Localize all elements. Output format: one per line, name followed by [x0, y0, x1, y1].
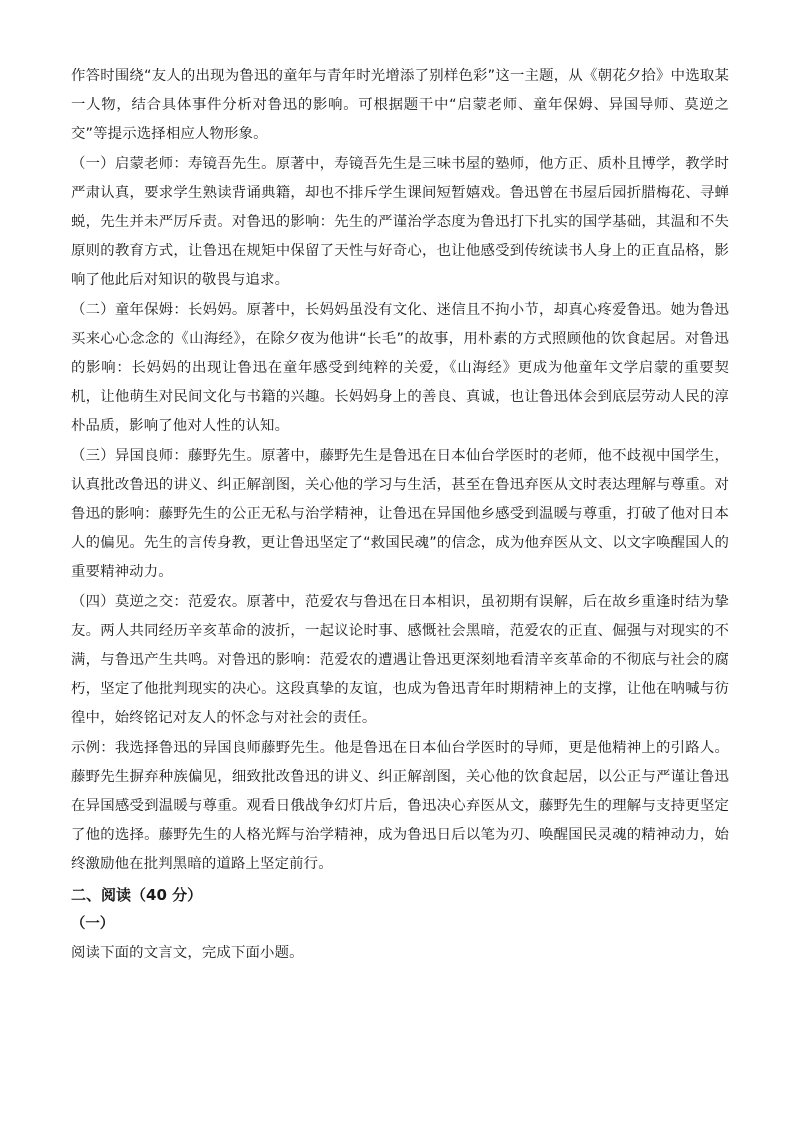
section-subheading: （一）	[71, 915, 115, 932]
section-heading: 二、阅读（40 分）	[71, 885, 203, 904]
answer-example-paragraph: 示例：我选择鲁迅的异国良师藤野先生。他是鲁迅在日本仙台学医时的导师，更是他精神上的引路人。藤野先生摒弃种族偏见，细致批改鲁迅的讲义、纠正解剖图，关心他的饮食起居，以公正与严谨让鲁迅在异国感受到温暖与尊重。观看日俄战争幻灯片后，鲁迅决心弃医从文，藤野先生的理解与支持更坚定了他的选择。藤野先生的人格光辉与治学精神，成为鲁迅日后以笔为刃、唤醒国民灵魂的精神动力，始终激励他在批判黑暗的道路上坚定前行。	[71, 739, 729, 873]
document-page	[71, 62, 729, 968]
answer-item-3-paragraph: （三）异国良师：藤野先生。原著中，藤野先生是鲁迅在日本仙台学医时的老师，他不歧视中国学生，认真批改鲁迅的讲义、纠正解剖图，关心他的学习与生活，甚至在鲁迅弃医从文时表达理解与尊重。对鲁迅的影响：藤野先生的公正无私与治学精神，让鲁迅在异国他乡感受到温暖与尊重，打破了他对日本人的偏见。先生的言传身教，更让鲁迅坚定了“救国民魂”的信念，成为他弃医从文、以文字唤醒国人的重要精神动力。	[71, 447, 729, 581]
answer-item-1-paragraph: （一）启蒙老师：寿镜吾先生。原著中，寿镜吾先生是三味书屋的塾师，他方正、质朴且博学，教学时严肃认真，要求学生熟读背诵典籍，却也不排斥学生课间短暂嬉戏。鲁迅曾在书屋后园折腊梅花、寻蝉蜕，先生并未严厉斥责。对鲁迅的影响：先生的严谨治学态度为鲁迅打下扎实的国学基础，其温和不失原则的教育方式，让鲁迅在规矩中保留了天性与好奇心，也让他感受到传统读书人身上的正直品格，影响了他此后对知识的敬畏与追求。	[71, 155, 729, 289]
section-instruction: 阅读下面的文言文，完成下面小题。	[71, 944, 304, 961]
answer-item-4-paragraph: （四）莫逆之交：范爱农。原著中，范爱农与鲁迅在日本相识，虽初期有误解，后在故乡重逢时结为挚友。两人共同经历辛亥革命的波折，一起议论时事、感慨社会黑暗，范爱农的正直、倔强与对现实的不满，与鲁迅产生共鸣。对鲁迅的影响：范爱农的遭遇让鲁迅更深刻地看清辛亥革命的不彻底与社会的腐朽，坚定了他批判现实的决心。这段真挚的友谊，也成为鲁迅青年时期精神上的支撑，让他在呐喊与彷徨中，始终铭记对友人的怀念与对社会的责任。	[71, 593, 729, 727]
answer-intro-paragraph: 作答时围绕“友人的出现为鲁迅的童年与青年时光增添了别样色彩”这一主题，从《朝花夕拾》中选取某一人物，结合具体事件分析对鲁迅的影响。可根据题干中“启蒙老师、童年保姆、异国导师、莫逆之交”等提示选择相应人物形象。	[71, 68, 729, 143]
answer-item-2-paragraph: （二）童年保姆：长妈妈。原著中，长妈妈虽没有文化、迷信且不拘小节，却真心疼爱鲁迅。她为鲁迅买来心心念念的《山海经》，在除夕夜为他讲“长毛”的故事，用朴素的方式照顾他的饮食起居。对鲁迅的影响：长妈妈的出现让鲁迅在童年感受到纯粹的关爱，《山海经》更成为他童年文学启蒙的重要契机，让他萌生对民间文化与书籍的兴趣。长妈妈身上的善良、真诚，也让鲁迅体会到底层劳动人民的淳朴品质，影响了他对人性的认知。	[71, 301, 729, 435]
